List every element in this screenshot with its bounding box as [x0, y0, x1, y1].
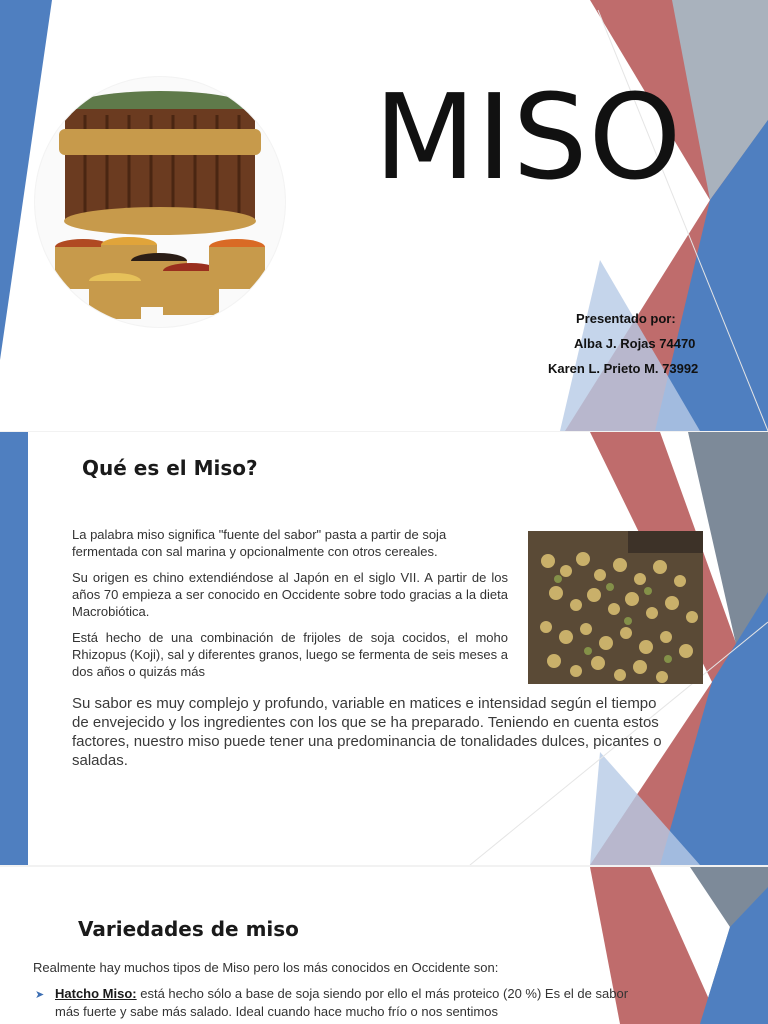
presenter-name-1: Alba J. Rojas 74470 [574, 336, 696, 351]
variety-description: está hecho sólo a base de soja siendo por ello el más proteico (20 %) Es el de sabor más fuerte y sabe más salado. Ideal cuando hace mucho frío o nos sentimos [55, 986, 629, 1019]
miso-beans-photo [528, 531, 703, 684]
section-heading: Qué es el Miso? [82, 456, 258, 480]
list-item [35, 985, 635, 1021]
varieties-intro: Realmente hay muchos tipos de Miso pero los más conocidos en Occidente son: [33, 960, 499, 975]
presenter-name-2: Karen L. Prieto M. 73992 [548, 361, 699, 376]
slide-what-is-miso [0, 432, 768, 865]
paragraph-ingredients: Está hecho de una combinación de frijoles de soja cocidos, el moho Rhizopus (Koji), sal y diferentes granos, luego se fermenta de seis meses a dos años o quizás más [72, 630, 508, 679]
presentation-title: MISO [374, 68, 683, 206]
section-heading: Variedades de miso [78, 917, 299, 941]
presenter-label: Presentado por: [576, 311, 676, 326]
paragraph-origin: Su origen es chino extendiéndose al Japón en el siglo VII. A partir de los años 70 empieza a ser conocido en Occidente sobre todo gracias a la dieta Macrobiótica. [72, 570, 508, 619]
flavor-paragraph: Su sabor es muy complejo y profundo, variable en matices e intensidad según el tiempo de envejecido y los ingredientes con los que se ha preparado. Teniendo en cuenta estos factores, nuestro miso puede tener una predominancia de tonalidades dulces, picantes o saladas. [72, 695, 662, 769]
presenters-block [548, 306, 698, 381]
miso-baskets-image [33, 75, 287, 329]
slide-varieties [0, 867, 768, 1024]
paragraph-definition: La palabra miso significa "fuente del sabor" pasta a partir de soja fermentada con sal marina y opcionalmente con otros cereales. [72, 527, 447, 559]
variety-name: Hatcho Miso: [55, 986, 137, 1001]
slide-title [0, 0, 768, 431]
chevron-right-icon: ➤ [35, 989, 45, 1001]
